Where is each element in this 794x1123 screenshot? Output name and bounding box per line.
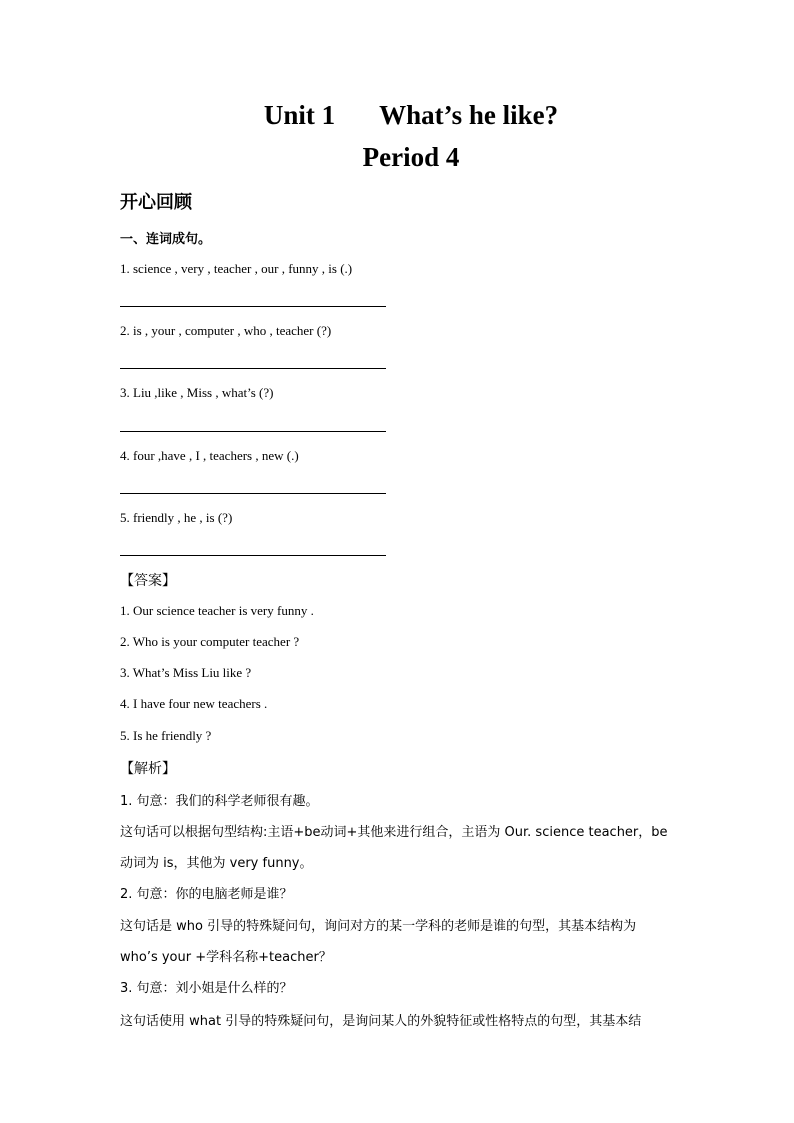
question-1: 1. science , very , teacher , our , funny , is (.) (120, 261, 353, 276)
question-3: 3. Liu ,like , Miss , what’s (?) (120, 385, 274, 400)
section-heading: 开心回顾 (120, 192, 192, 213)
answer-tag: 【答案】 (120, 573, 176, 589)
answer-3: 3. What’s Miss Liu like ? (120, 665, 252, 680)
answer-5: 5. Is he friendly ? (120, 728, 212, 743)
answer-line-3 (120, 431, 386, 432)
title-question: What’s he like? (379, 100, 559, 130)
analysis-line-5: 这句话是 who 引导的特殊疑问句，询问对方的某一学科的老师是谁的句型，其基本结构为 (120, 919, 637, 934)
answer-2: 2. Who is your computer teacher ? (120, 634, 300, 649)
answer-line-4 (120, 493, 386, 494)
exercise-heading: 一、连词成句。 (120, 232, 212, 247)
title-unit: Unit 1 (263, 100, 336, 130)
analysis-tag: 【解析】 (120, 761, 176, 777)
question-2: 2. is , your , computer , who , teacher (?) (120, 323, 332, 338)
analysis-line-3: 动词为 is，其他为 very funny。 (120, 856, 313, 871)
document-title (0, 100, 794, 131)
answer-line-2 (120, 368, 386, 369)
answer-1: 1. Our science teacher is very funny . (120, 603, 314, 618)
question-4: 4. four ,have , I , teachers , new (.) (120, 448, 299, 463)
analysis-line-8: 这句话使用 what 引导的特殊疑问句，是询问某人的外貌特征或性格特点的句型，其基本结 (120, 1014, 642, 1029)
analysis-line-1: 1. 句意：我们的科学老师很有趣。 (120, 794, 319, 809)
answer-line-1 (120, 306, 386, 307)
question-5: 5. friendly , he , is (?) (120, 510, 233, 525)
answer-4: 4. I have four new teachers . (120, 696, 268, 711)
analysis-line-7: 3. 句意：刘小姐是什么样的？ (120, 981, 293, 996)
analysis-line-2: 这句话可以根据句型结构:主语+be动词+其他来进行组合，主语为 Our. science teacher，be (120, 825, 668, 840)
analysis-line-4: 2. 句意：你的电脑老师是谁？ (120, 887, 293, 902)
period-title: Period 4 (362, 142, 460, 172)
answer-line-5 (120, 555, 386, 556)
analysis-line-6: who’s your +学科名称+teacher？ (120, 950, 332, 965)
